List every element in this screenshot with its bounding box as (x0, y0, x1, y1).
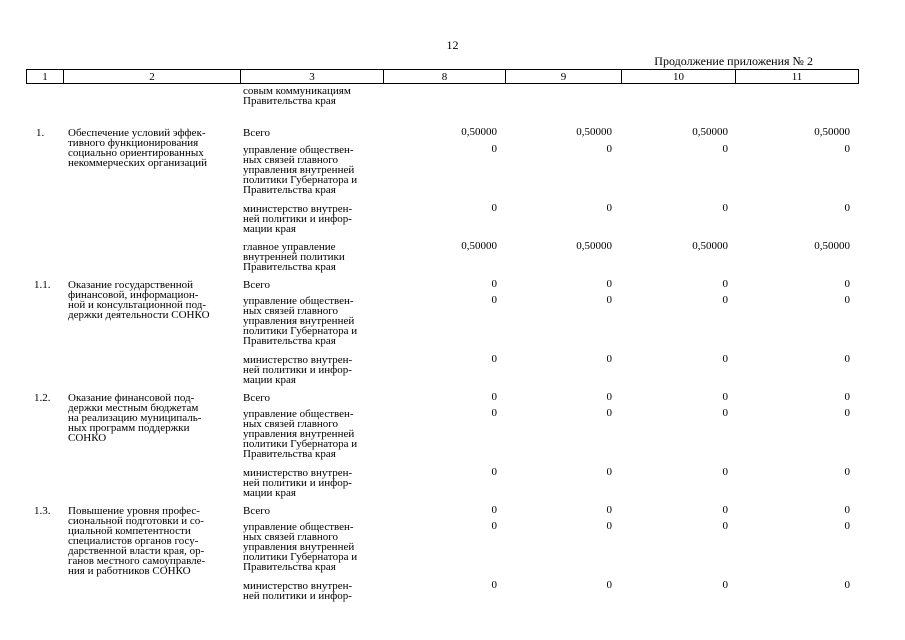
entry-label: управление обществен- ных связей главного управления внутренней политики Губернатора и Правительства края (243, 521, 358, 573)
value-col-9: 0 (606, 466, 612, 478)
value-col-8: 0 (491, 579, 497, 591)
value-col-8: 0 (491, 407, 497, 419)
value-col-10: 0,50000 (692, 240, 728, 252)
value-col-8: 0 (491, 202, 497, 214)
value-col-10: 0 (722, 579, 728, 591)
col-header-8: 8 (384, 70, 506, 84)
value-col-9: 0 (606, 520, 612, 532)
value-col-9: 0 (606, 278, 612, 290)
value-col-10: 0 (722, 391, 728, 403)
value-col-10: 0 (722, 466, 728, 478)
value-col-11: 0 (844, 407, 850, 419)
col-header-2: 2 (64, 70, 241, 84)
value-col-8: 0 (491, 278, 497, 290)
value-col-10: 0 (722, 353, 728, 365)
value-col-9: 0 (606, 202, 612, 214)
value-col-11: 0 (844, 202, 850, 214)
entry-label: Всего (243, 127, 270, 139)
value-col-8: 0,50000 (461, 126, 497, 138)
entry-label: министерство внутрен- ней политики и инфор- (243, 580, 353, 602)
entry-label: управление обществен- ных связей главного управления внутренней политики Губернатора и Правительства края (243, 408, 358, 460)
col-header-1: 1 (27, 70, 64, 84)
entry-label: министерство внутрен- ней политики и инфор- мации края (243, 467, 353, 499)
value-col-8: 0 (491, 391, 497, 403)
entry-label: Всего (243, 505, 270, 517)
value-col-9: 0 (606, 143, 612, 155)
value-col-10: 0 (722, 294, 728, 306)
col-header-9: 9 (506, 70, 622, 84)
row-name: Обеспечение условий эффек- тивного функционирования социально ориентированных некоммерческих организаций (68, 127, 207, 169)
value-col-10: 0 (722, 202, 728, 214)
value-col-9: 0 (606, 391, 612, 403)
value-col-11: 0 (844, 294, 850, 306)
col-header-10: 10 (622, 70, 736, 84)
entry-label: министерство внутрен- ней политики и инфор- мации края (243, 354, 353, 386)
entry-label: главное управление внутренней политики Правительства края (243, 241, 345, 273)
carryover-text: совым коммуникациям Правительства края (243, 85, 351, 107)
value-col-9: 0 (606, 407, 612, 419)
row-name: Оказание финансовой под- держки местным бюджетам на реализацию муниципаль- ных программ поддержки СОНКО (68, 392, 202, 444)
value-col-9: 0 (606, 353, 612, 365)
entry-label: управление обществен- ных связей главного управления внутренней политики Губернатора и Правительства края (243, 295, 358, 347)
value-col-9: 0 (606, 579, 612, 591)
value-col-8: 0 (491, 353, 497, 365)
value-col-9: 0,50000 (576, 126, 612, 138)
value-col-10: 0 (722, 143, 728, 155)
value-col-9: 0 (606, 504, 612, 516)
row-number: 1.3. (34, 505, 51, 517)
continuation-label: Продолжение приложения № 2 (654, 54, 813, 68)
value-col-11: 0 (844, 143, 850, 155)
value-col-8: 0 (491, 520, 497, 532)
value-col-11: 0 (844, 278, 850, 290)
row-name: Повышение уровня профес- сиональной подготовки и со- циальной компетентности специалистов органов госу- дарственной власти края, ор- ганов местного самоуправле- ния и работников СОНКО (68, 505, 206, 577)
entry-label: управление обществен- ных связей главного управления внутренней политики Губернатора и Правительства края (243, 144, 358, 196)
row-number: 1.1. (34, 279, 51, 291)
col-header-11: 11 (736, 70, 859, 84)
value-col-11: 0,50000 (814, 240, 850, 252)
row-name: Оказание государственной финансовой, информацион- ной и консультационной под- держки деятельности СОНКО (68, 279, 210, 321)
value-col-10: 0 (722, 504, 728, 516)
value-col-11: 0 (844, 504, 850, 516)
value-col-11: 0,50000 (814, 126, 850, 138)
value-col-11: 0 (844, 520, 850, 532)
column-header-row (26, 69, 859, 84)
value-col-9: 0 (606, 294, 612, 306)
row-number: 1.2. (34, 392, 51, 404)
col-header-3: 3 (241, 70, 384, 84)
value-col-8: 0,50000 (461, 240, 497, 252)
value-col-10: 0 (722, 520, 728, 532)
page-number: 12 (446, 38, 459, 52)
value-col-11: 0 (844, 391, 850, 403)
value-col-8: 0 (491, 504, 497, 516)
value-col-8: 0 (491, 466, 497, 478)
row-number: 1. (36, 127, 45, 139)
value-col-10: 0 (722, 278, 728, 290)
value-col-8: 0 (491, 294, 497, 306)
value-col-8: 0 (491, 143, 497, 155)
value-col-10: 0,50000 (692, 126, 728, 138)
entry-label: министерство внутрен- ней политики и инфор- мации края (243, 203, 353, 235)
entry-label: Всего (243, 392, 270, 404)
value-col-9: 0,50000 (576, 240, 612, 252)
value-col-11: 0 (844, 579, 850, 591)
entry-label: Всего (243, 279, 270, 291)
value-col-11: 0 (844, 353, 850, 365)
value-col-11: 0 (844, 466, 850, 478)
value-col-10: 0 (722, 407, 728, 419)
